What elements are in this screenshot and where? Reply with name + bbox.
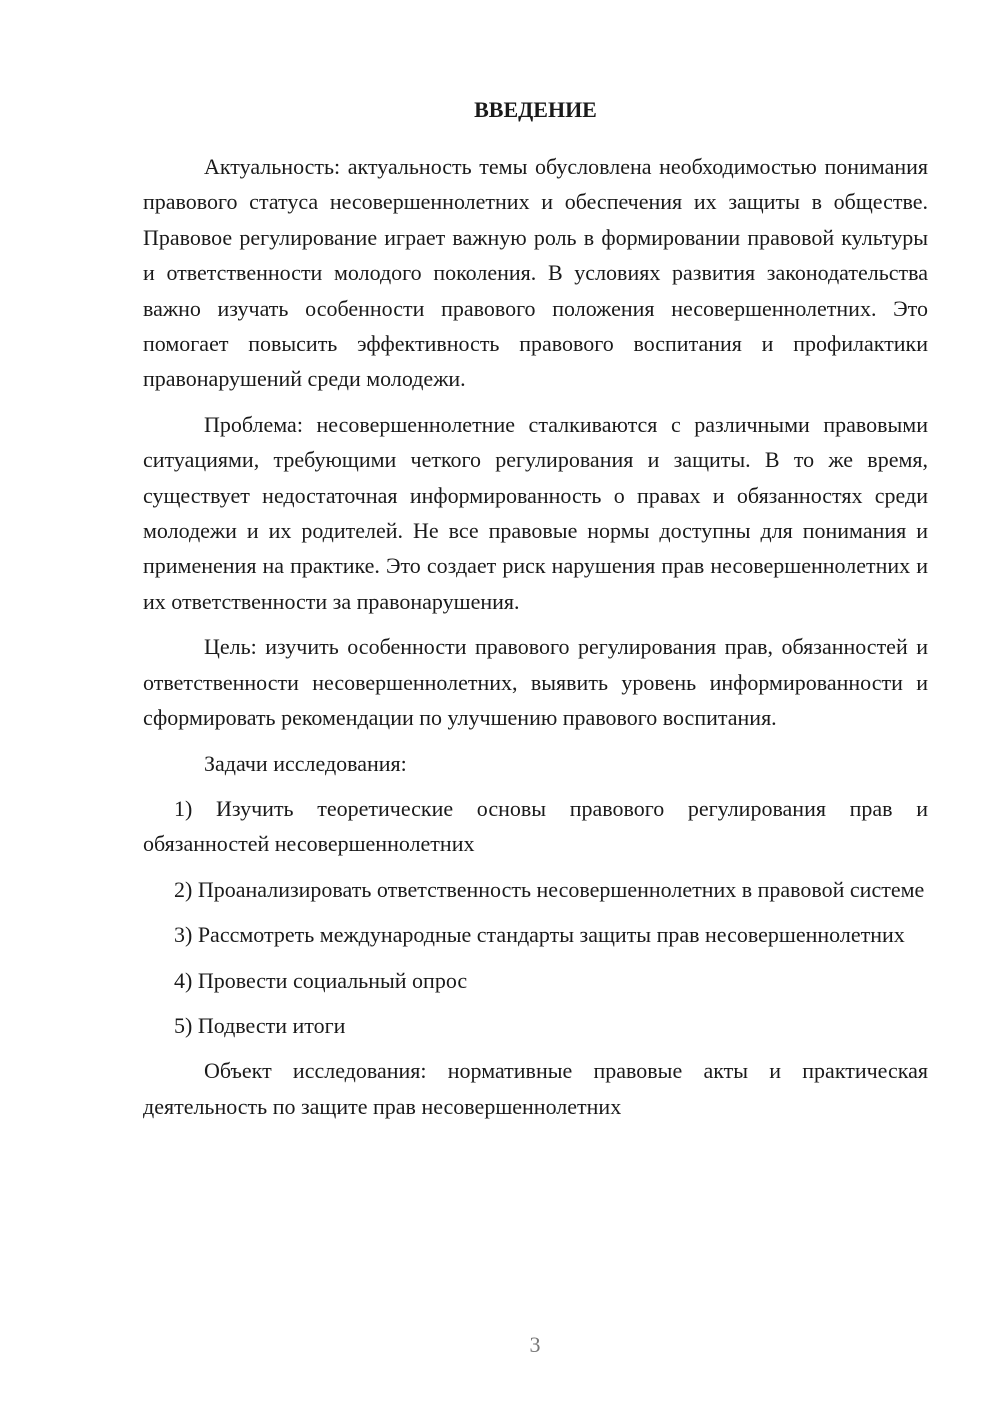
task-item-1: 1) Изучить теоретические основы правового регулирования прав и обязанностей несовершеннолетних bbox=[143, 795, 928, 857]
task-item-3: 3) Рассмотреть международные стандарты защиты прав несовершеннолетних bbox=[174, 922, 905, 948]
paragraph-problem: Проблема: несовершеннолетние сталкиваются с различными правовыми ситуациями, требующими четкого регулирования и защиты. В то же время, существует недостаточная информированность о правах и обязанностях среди молодежи и их родителей. Не все правовые нормы доступны для понимания и применения на практике. Это создает риск нарушения прав несовершеннолетних и их ответственности за правонарушения. bbox=[143, 411, 928, 614]
task-item-5: 5) Подвести итоги bbox=[174, 1012, 346, 1038]
task-item-2: 2) Проанализировать ответственность несовершеннолетних в правовой системе bbox=[174, 876, 925, 902]
task-item-4: 4) Провести социальный опрос bbox=[174, 967, 468, 993]
tasks-heading: Задачи исследования: bbox=[204, 750, 407, 776]
paragraph-relevance: Актуальность: актуальность темы обусловлена необходимостью понимания правового статуса несовершеннолетних и обеспечения их защиты в обществе. Правовое регулирование играет важную роль в формировании правовой культуры и ответственности молодого поколения. В условиях развития законодательства важно изучать особенности правового положения несовершеннолетних. Это помогает повысить эффективность правового воспитания и профилактики правонарушений среди молодежи. bbox=[143, 154, 928, 392]
paragraph-object: Объект исследования: нормативные правовые акты и практическая деятельность по защите прав несовершеннолетних bbox=[143, 1058, 928, 1119]
section-title: ВВЕДЕНИЕ bbox=[474, 97, 597, 122]
page-content bbox=[143, 92, 928, 1134]
paragraph-goal: Цель: изучить особенности правового регулирования прав, обязанностей и ответственности несовершеннолетних, выявить уровень информированности и сформировать рекомендации по улучшению правового воспитания. bbox=[143, 634, 928, 731]
page-number: 3 bbox=[529, 1332, 541, 1357]
